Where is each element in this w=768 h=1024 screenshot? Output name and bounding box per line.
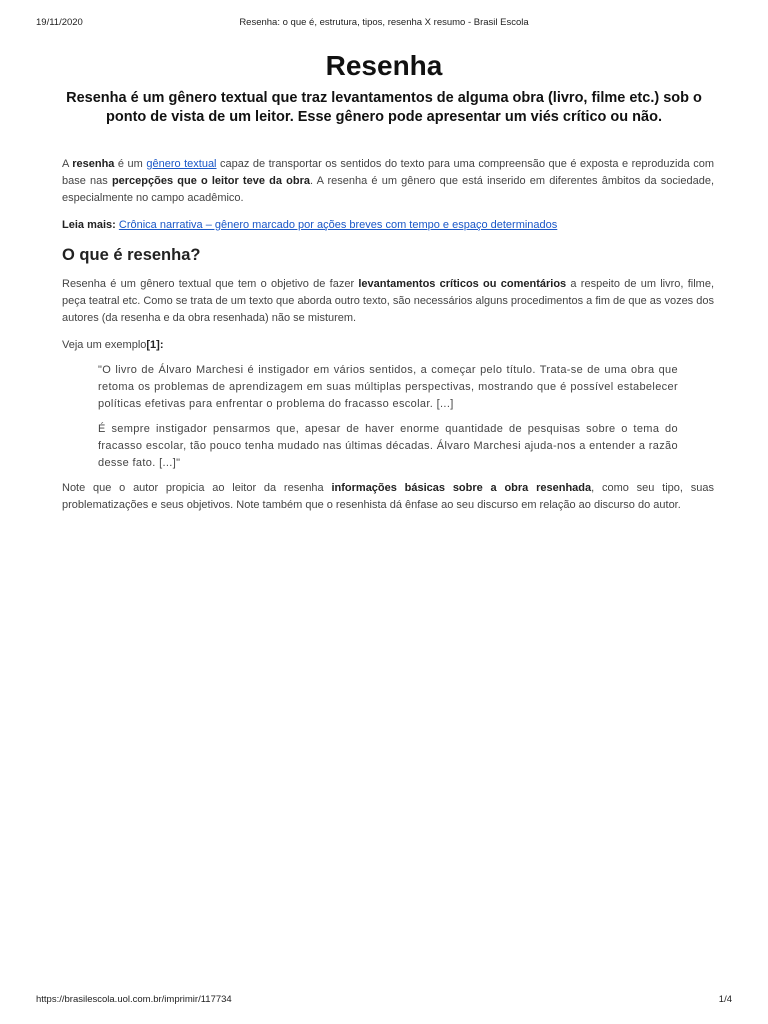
leia-mais-link[interactable]: Crônica narrativa – gênero marcado por ações breves com tempo e espaço determinados: [118, 219, 558, 231]
bold-phrase: levantamentos críticos ou comentários: [358, 278, 567, 290]
example-intro: Veja um exemplo[1]:: [62, 339, 164, 351]
footnote-ref[interactable]: [1]: [146, 339, 160, 351]
section-heading: O que é resenha?: [62, 246, 201, 264]
article-body: [62, 156, 714, 514]
note-paragraph: Note que o autor propicia ao leitor da resenha informações básicas sobre a obra resenhada, como seu tipo, suas problematizações e seus objetivos. Note também que o resenhista dá ênfase ao seu discurso em relação ao discurso do autor.: [62, 482, 714, 511]
print-date: 19/11/2020: [36, 17, 83, 28]
quote-paragraph-1: "O livro de Álvaro Marchesi é instigador em vários sentidos, a começar pelo título. Trata-se de uma obra que retoma os problemas de aprendizagem em suas múltiplas perspectivas, mostrando que é possível estabelecer políticas efetivas para enfrentar o problema do fracasso escolar. [...]: [98, 364, 678, 410]
intro-paragraph: A resenha é um gênero textual capaz de transportar os sentidos do texto para uma compreensão que é exposta e reproduzida com base nas percepções que o leitor teve da obra. A resenha é um gênero que está inserido em diferentes âmbitos da sociedade, especialmente no campo acadêmico.: [62, 158, 715, 204]
article-subtitle: Resenha é um gênero textual que traz levantamentos de alguma obra (livro, filme etc.) sob o ponto de vista de um leitor. Esse gênero pode apresentar um viés crítico ou não.: [66, 90, 702, 125]
quote-paragraph-2: É sempre instigador pensarmos que, apesar de haver enorme quantidade de pesquisas sobre o tema do fracasso escolar, tão pouco tenha mudado nas últimas décadas. Álvaro Marchesi ajuda-nos a entender a razão desse fato. [...]": [98, 423, 678, 469]
example-quote: [98, 362, 678, 472]
genero-textual-link[interactable]: gênero textual: [146, 158, 217, 170]
bold-term: resenha: [72, 158, 115, 170]
leia-mais: [62, 217, 714, 234]
leia-mais-label: Leia mais:: [62, 219, 116, 231]
print-page-title: Resenha: o que é, estrutura, tipos, resenha X resumo - Brasil Escola: [239, 17, 529, 28]
article-title: Resenha: [325, 50, 443, 81]
page-number: 1/4: [718, 994, 732, 1005]
print-header: [36, 17, 732, 31]
bold-phrase: percepções que o leitor teve da obra: [111, 175, 310, 187]
definition-paragraph: Resenha é um gênero textual que tem o objetivo de fazer levantamentos críticos ou comentários a respeito de um livro, filme, peça teatral etc. Como se trata de um texto que aborda outro texto, são necessários alguns procedimentos a fim de que as vozes dos autores (da resenha e da obra resenhada) não se misturem.: [62, 278, 715, 324]
print-url: https://brasilescola.uol.com.br/imprimir/117734: [36, 994, 232, 1005]
print-footer: [36, 994, 732, 1008]
bold-phrase: informações básicas sobre a obra resenhada: [331, 482, 592, 494]
